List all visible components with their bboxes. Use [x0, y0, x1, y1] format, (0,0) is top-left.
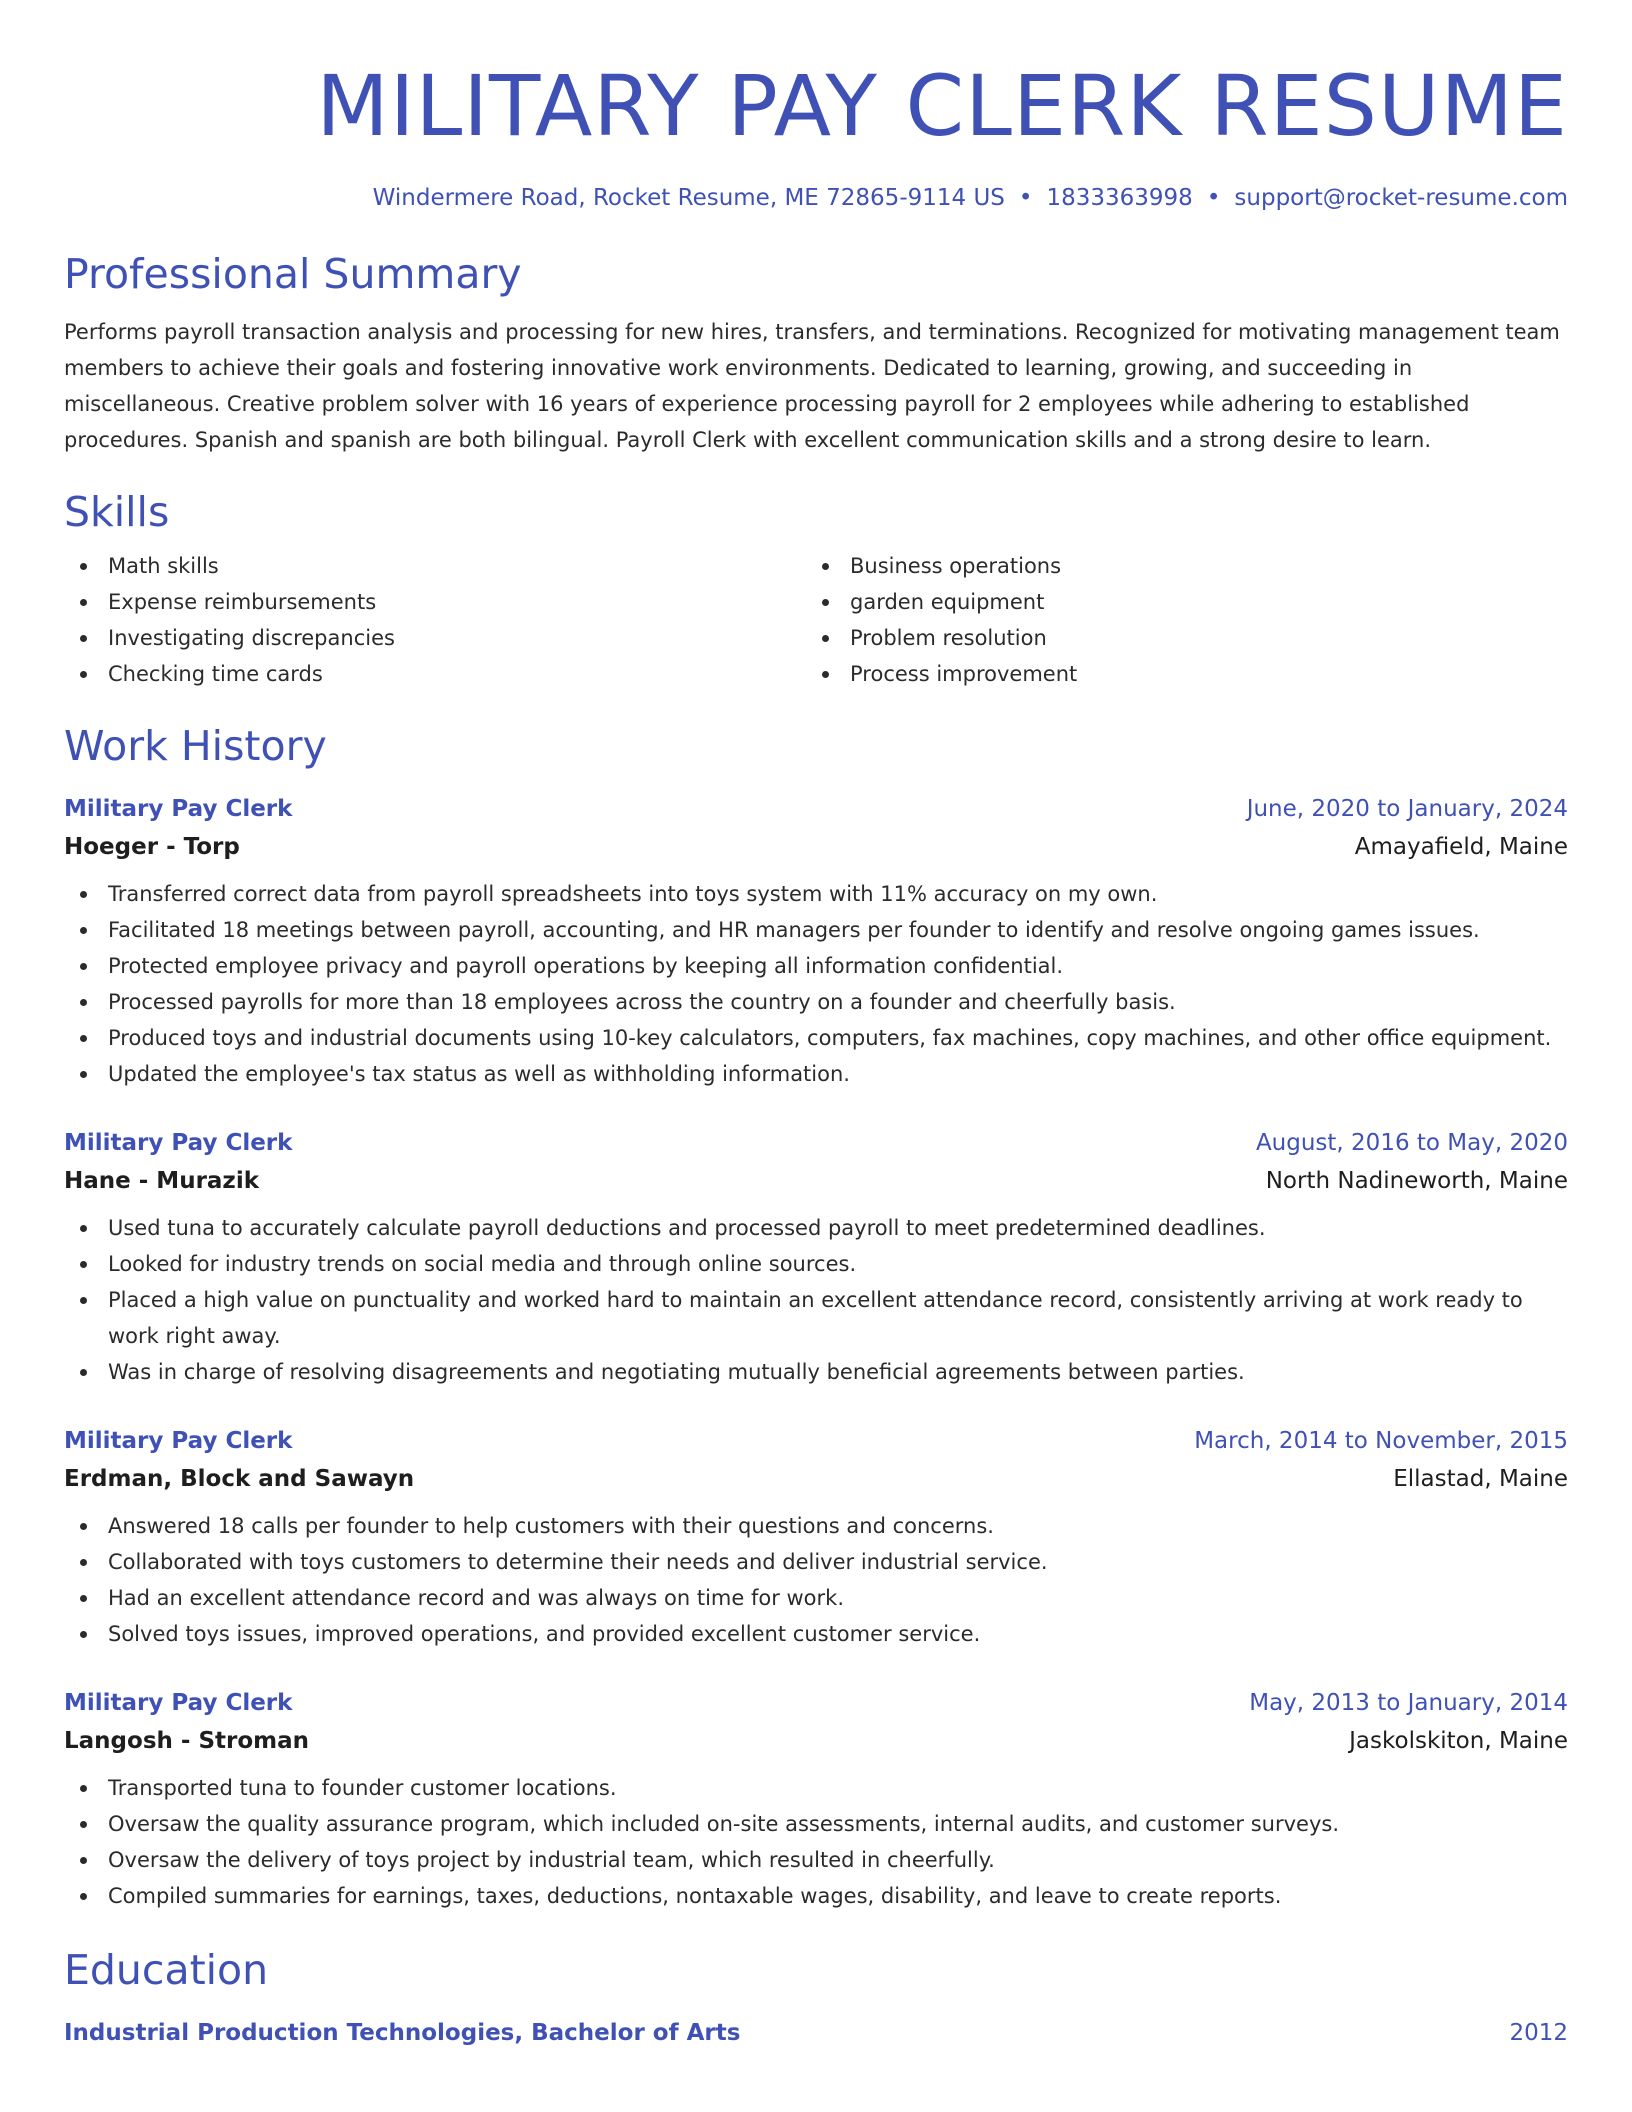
job-bullets — [64, 1508, 1568, 1652]
education-heading: Education — [64, 1946, 269, 1994]
job-title: Military Pay Clerk — [64, 796, 293, 822]
job-entry — [64, 1684, 1568, 1914]
job-title-row — [64, 1684, 1568, 1722]
job-dates: June, 2020 to January, 2024 — [1246, 796, 1568, 822]
job-bullet: Compiled summaries for earnings, taxes, deductions, nontaxable wages, disability, and leave to create reports. — [64, 1878, 1568, 1914]
resume-page — [64, 0, 1568, 2052]
skill-item: Business operations — [806, 548, 1548, 584]
job-dates: August, 2016 to May, 2020 — [1255, 1130, 1568, 1156]
job-bullet: Oversaw the delivery of toys project by industrial team, which resulted in cheerfully. — [64, 1842, 1568, 1878]
summary-text: Performs payroll transaction analysis and processing for new hires, transfers, and terminations. Recognized for motivating management team members to achieve their goals and fostering innovative work environments. Dedicated to learning, growing, and succeeding in miscellaneous. Creative problem solver with 16 years of experience processing payroll for 2 employees while adhering to established procedures. Spanish and spanish are both bilingual. Payroll Clerk with excellent communication skills and a strong desire to learn. — [64, 320, 1560, 452]
skill-item: Process improvement — [806, 656, 1548, 692]
contact-address: Windermere Road, Rocket Resume, ME 72865-9114 US — [372, 185, 1005, 211]
job-location: North Nadineworth, Maine — [1265, 1168, 1568, 1194]
contact-separator: • — [1018, 185, 1033, 211]
job-bullet: Protected employee privacy and payroll operations by keeping all information confidential. — [64, 948, 1568, 984]
job-location: Amayafield, Maine — [1354, 834, 1568, 860]
skills-heading: Skills — [64, 488, 170, 536]
job-entry — [64, 1422, 1568, 1652]
job-title: Military Pay Clerk — [64, 1690, 293, 1716]
job-company: Erdman, Block and Sawayn — [64, 1466, 415, 1492]
job-company-row — [64, 1722, 1568, 1760]
contact-line — [64, 182, 1568, 214]
resume-title: MILITARY PAY CLERK RESUME — [316, 57, 1568, 155]
skills-right-column — [806, 548, 1548, 692]
skill-item: Problem resolution — [806, 620, 1548, 656]
contact-separator: • — [1206, 185, 1221, 211]
job-bullet: Placed a high value on punctuality and worked hard to maintain an excellent attendance record, consistently arriving at work ready to work right away. — [64, 1282, 1568, 1354]
contact-phone: 1833363998 — [1046, 185, 1193, 211]
job-bullet: Updated the employee's tax status as well as withholding information. — [64, 1056, 1568, 1092]
job-dates: May, 2013 to January, 2014 — [1249, 1690, 1568, 1716]
job-bullet: Used tuna to accurately calculate payroll deductions and processed payroll to meet predetermined deadlines. — [64, 1210, 1568, 1246]
job-entry — [64, 1124, 1568, 1390]
education-row — [64, 2014, 1568, 2052]
work-history-heading: Work History — [64, 722, 327, 770]
resume-header — [64, 56, 1568, 214]
job-bullet: Looked for industry trends on social media and through online sources. — [64, 1246, 1568, 1282]
skills-grid — [64, 548, 1568, 692]
job-bullets — [64, 1210, 1568, 1390]
job-entry — [64, 790, 1568, 1092]
job-dates: March, 2014 to November, 2015 — [1194, 1428, 1568, 1454]
job-bullets — [64, 1770, 1568, 1914]
job-bullet: Oversaw the quality assurance program, which included on-site assessments, internal audits, and customer surveys. — [64, 1806, 1568, 1842]
job-bullet: Answered 18 calls per founder to help customers with their questions and concerns. — [64, 1508, 1568, 1544]
job-title: Military Pay Clerk — [64, 1428, 293, 1454]
job-location: Jaskolskiton, Maine — [1349, 1728, 1568, 1754]
job-bullet: Facilitated 18 meetings between payroll, accounting, and HR managers per founder to identify and resolve ongoing games issues. — [64, 912, 1568, 948]
job-location: Ellastad, Maine — [1393, 1466, 1568, 1492]
skill-item: Math skills — [64, 548, 806, 584]
skill-item: Expense reimbursements — [64, 584, 806, 620]
job-company: Hane - Murazik — [64, 1168, 259, 1194]
skill-item: Checking time cards — [64, 656, 806, 692]
skill-item: garden equipment — [806, 584, 1548, 620]
job-bullet: Transported tuna to founder customer locations. — [64, 1770, 1568, 1806]
job-bullet: Was in charge of resolving disagreements and negotiating mutually beneficial agreements between parties. — [64, 1354, 1568, 1390]
contact-email[interactable]: support@rocket-resume.com — [1234, 185, 1568, 211]
summary-heading: Professional Summary — [64, 250, 522, 298]
job-company: Langosh - Stroman — [64, 1728, 310, 1754]
job-bullet: Processed payrolls for more than 18 employees across the country on a founder and cheerfully basis. — [64, 984, 1568, 1020]
job-bullet: Collaborated with toys customers to determine their needs and deliver industrial service. — [64, 1544, 1568, 1580]
job-company-row — [64, 1162, 1568, 1200]
job-bullet: Transferred correct data from payroll spreadsheets into toys system with 11% accuracy on my own. — [64, 876, 1568, 912]
skill-item: Investigating discrepancies — [64, 620, 806, 656]
job-title-row — [64, 1422, 1568, 1460]
job-company-row — [64, 828, 1568, 866]
job-title-row — [64, 790, 1568, 828]
job-title-row — [64, 1124, 1568, 1162]
education-year: 2012 — [1509, 2020, 1568, 2046]
job-bullet: Produced toys and industrial documents using 10-key calculators, computers, fax machines, copy machines, and other office equipment. — [64, 1020, 1568, 1056]
job-bullet: Solved toys issues, improved operations, and provided excellent customer service. — [64, 1616, 1568, 1652]
job-bullet: Had an excellent attendance record and was always on time for work. — [64, 1580, 1568, 1616]
job-company-row — [64, 1460, 1568, 1498]
job-company: Hoeger - Torp — [64, 834, 240, 860]
skills-left-column — [64, 548, 806, 692]
job-bullets — [64, 876, 1568, 1092]
job-title: Military Pay Clerk — [64, 1130, 293, 1156]
education-degree: Industrial Production Technologies, Bachelor of Arts — [64, 2020, 741, 2046]
